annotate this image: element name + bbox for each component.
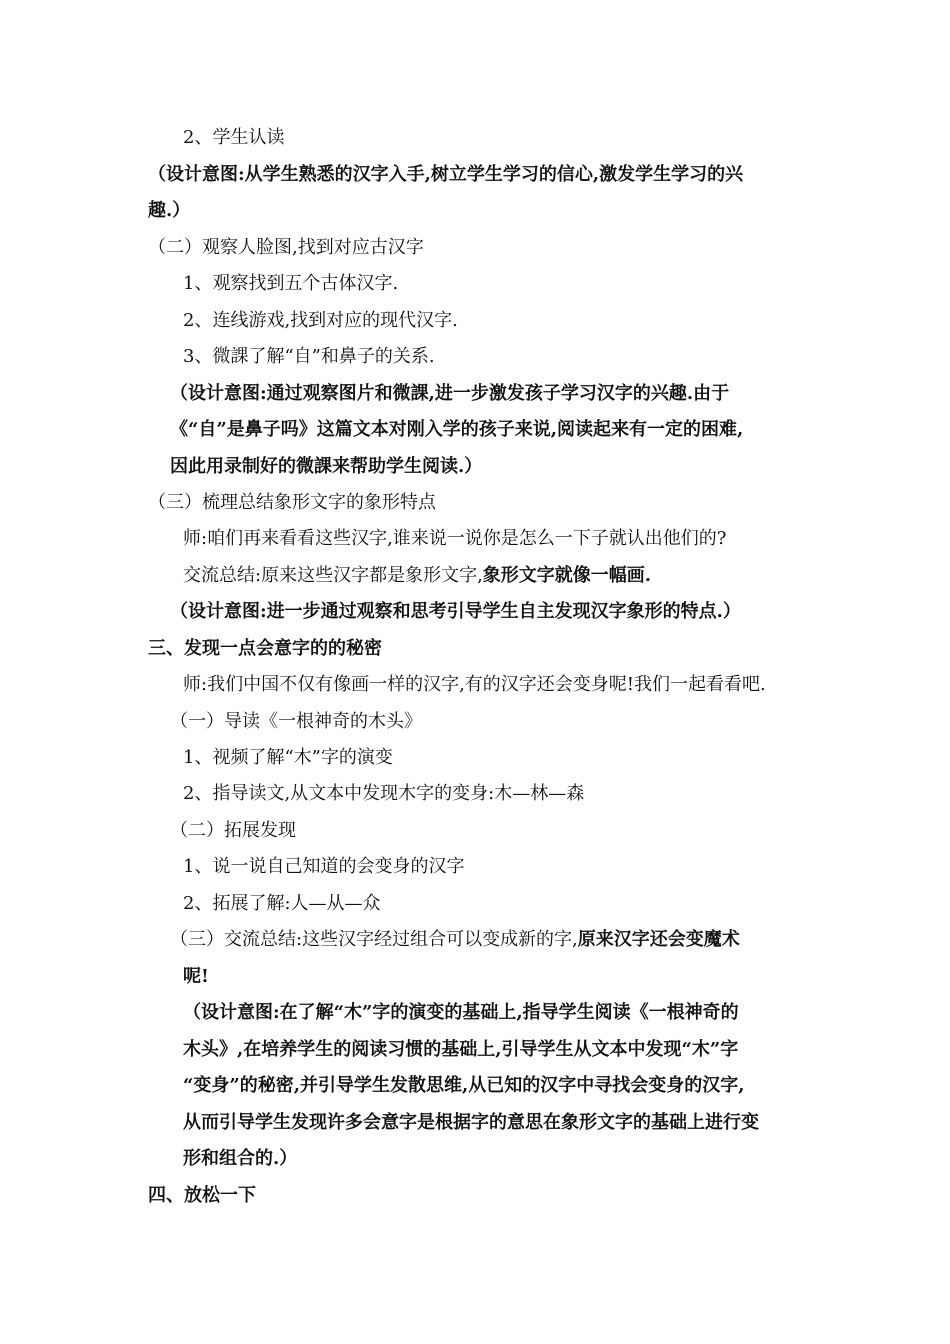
design-intent-note: （设计意图:在了解“木”字的演变的基础上,指导学生阅读《一根神奇的 [183,1002,739,1023]
design-intent-note: （设计意图:通过观察图片和微課,进一步激发孩子学习汉字的兴趣.由于 [170,383,730,404]
design-intent-note: （设计意图:从学生熟悉的汉字入手,树立学生学习的信心,激发学生学习的兴 [148,164,744,185]
design-intent-note: 形和组合的.） [183,1148,298,1169]
list-item: 2、学生认读 [183,127,285,148]
section-heading: 四、放松一下 [148,1185,256,1206]
paragraph-text: 交流总结:原来这些汉字都是象形文字, [183,565,483,586]
design-intent-note: 木头》,在培养学生的阅读习惯的基础上,引导学生从文本中发现“木”字 [183,1039,739,1060]
design-intent-note: 从而引导学生发现许多会意字是根据字的意思在象形文字的基础上进行变 [183,1112,759,1133]
list-item: 2、连线游戏,找到对应的现代汉字. [183,310,458,331]
list-item: 1、说一说自己知道的会变身的汉字 [183,856,465,877]
paragraph-emphasis: 象形文字就像一幅画. [482,565,652,586]
paragraph [170,930,740,950]
design-intent-note: 趣.） [148,200,191,221]
paragraph-text: （三）交流总结:这些汉字经过组合可以变成新的字, [170,929,578,950]
design-intent-note: “变身”的秘密,并引导学生发散思维,从已知的汉字中寻找会变身的汉字, [183,1075,745,1096]
paragraph [183,566,651,586]
list-item: 3、微課了解“自”和鼻子的关系. [183,346,435,367]
subsection-heading: （二）观察人脸图,找到对应古汉字 [148,237,424,258]
subsection-heading: （三）梳理总结象形文字的象形特点 [148,492,436,513]
list-item: 2、拓展了解:人—从—众 [183,893,381,914]
section-heading: 三、发现一点会意字的的秘密 [148,638,382,659]
paragraph: 师:咱们再来看看这些汉字,谁来说一说你是怎么一下子就认出他们的? [183,528,727,549]
paragraph-emphasis: 呢! [183,966,209,987]
list-item: 1、视频了解“木”字的演变 [183,747,393,768]
design-intent-note: 《“自”是鼻子吗》这篇文本对刚入学的孩子来说,阅读起来有一定的困难, [170,419,744,440]
list-item: 2、指导读文,从文本中发现木字的变身:木—林—森 [183,783,585,804]
subsection-heading: （二）拓展发现 [170,820,296,841]
design-intent-note: 因此用录制好的微課来帮助学生阅读.） [170,456,483,477]
subsection-heading: （一）导读《一根神奇的木头》 [170,711,422,732]
paragraph-emphasis: 原来汉字还会变魔术 [577,929,740,950]
design-intent-note: （设计意图:进一步通过观察和思考引导学生自主发现汉字象形的特点.） [170,601,741,622]
paragraph: 师:我们中国不仅有像画一样的汉字,有的汉字还会变身呢!我们一起看看吧. [183,674,766,695]
list-item: 1、观察找到五个古体汉字. [183,273,399,294]
